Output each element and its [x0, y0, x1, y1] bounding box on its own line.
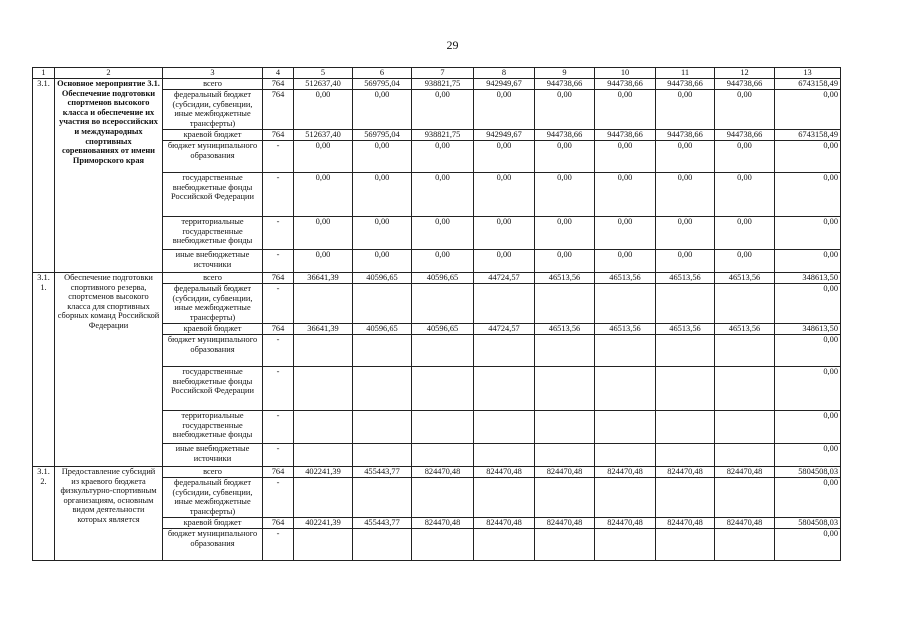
year-value: 944738,66: [595, 79, 656, 90]
year-value: 0,00: [412, 173, 474, 217]
year-value: 0,00: [656, 141, 715, 173]
header-cell: 7: [412, 68, 474, 79]
year-value: 569795,04: [353, 79, 412, 90]
year-value: [595, 478, 656, 518]
year-value: 569795,04: [353, 130, 412, 141]
year-value: 944738,66: [656, 79, 715, 90]
year-value: 824470,48: [412, 518, 474, 529]
year-value: [294, 478, 353, 518]
funding-source: бюджет муниципального образования: [163, 141, 263, 173]
grbs-code: -: [263, 250, 294, 273]
year-value: 0,00: [656, 217, 715, 250]
grbs-code: 764: [263, 273, 294, 284]
year-value: [474, 367, 535, 411]
funding-source: всего: [163, 467, 263, 478]
page-number: 29: [446, 38, 459, 52]
year-value: 944738,66: [595, 130, 656, 141]
year-value: [353, 411, 412, 444]
year-value: [353, 529, 412, 561]
year-value: 944738,66: [535, 130, 595, 141]
grbs-code: -: [263, 217, 294, 250]
grbs-code: 764: [263, 518, 294, 529]
header-cell: 13: [775, 68, 841, 79]
budget-table: [32, 67, 841, 561]
funding-source: бюджет муниципального образования: [163, 529, 263, 561]
year-value: [715, 367, 775, 411]
year-value: 942949,67: [474, 130, 535, 141]
header-cell: 8: [474, 68, 535, 79]
year-value: [474, 444, 535, 467]
total-value: 0,00: [775, 411, 841, 444]
year-value: [353, 367, 412, 411]
grbs-code: -: [263, 173, 294, 217]
funding-source: краевой бюджет: [163, 518, 263, 529]
funding-source: иные внебюджетные источники: [163, 250, 263, 273]
total-value: 0,00: [775, 90, 841, 130]
year-value: 0,00: [294, 173, 353, 217]
year-value: 0,00: [353, 217, 412, 250]
year-value: 46513,56: [715, 324, 775, 335]
header-cell: 2: [55, 68, 163, 79]
grbs-code: 764: [263, 324, 294, 335]
year-value: [595, 444, 656, 467]
funding-source: федеральный бюджет (субсидии, субвенции, иные межбюджетные трансферты): [163, 284, 263, 324]
year-value: [294, 367, 353, 411]
header-cell: 12: [715, 68, 775, 79]
year-value: 36641,39: [294, 324, 353, 335]
year-value: [656, 478, 715, 518]
year-value: 0,00: [294, 141, 353, 173]
year-value: [715, 284, 775, 324]
year-value: 0,00: [294, 250, 353, 273]
year-value: 0,00: [595, 250, 656, 273]
year-value: [294, 411, 353, 444]
item-name: Предоставление субсидий из краевого бюджета физкультурно-спортивным организациям, основным видом деятельности которых является: [55, 467, 163, 561]
funding-source: федеральный бюджет (субсидии, субвенции, иные межбюджетные трансферты): [163, 90, 263, 130]
year-value: 46513,56: [656, 324, 715, 335]
total-value: 0,00: [775, 250, 841, 273]
year-value: 824470,48: [535, 518, 595, 529]
year-value: 824470,48: [412, 467, 474, 478]
year-value: 0,00: [474, 173, 535, 217]
year-value: [535, 367, 595, 411]
total-value: 348613,50: [775, 273, 841, 284]
year-value: 40596,65: [412, 324, 474, 335]
year-value: 46513,56: [595, 273, 656, 284]
year-value: 938821,75: [412, 79, 474, 90]
total-value: 0,00: [775, 367, 841, 411]
total-value: 6743158,49: [775, 130, 841, 141]
year-value: 824470,48: [474, 467, 535, 478]
total-value: 5804508,03: [775, 467, 841, 478]
year-value: 0,00: [353, 90, 412, 130]
funding-source: бюджет муниципального образования: [163, 335, 263, 367]
year-value: [656, 335, 715, 367]
year-value: [715, 411, 775, 444]
year-value: [535, 335, 595, 367]
year-value: [474, 478, 535, 518]
year-value: 824470,48: [656, 467, 715, 478]
year-value: [294, 444, 353, 467]
year-value: [412, 367, 474, 411]
year-value: 0,00: [353, 173, 412, 217]
year-value: 824470,48: [535, 467, 595, 478]
year-value: 942949,67: [474, 79, 535, 90]
year-value: [353, 335, 412, 367]
year-value: 0,00: [715, 141, 775, 173]
year-value: 44724,57: [474, 324, 535, 335]
year-value: 0,00: [656, 250, 715, 273]
grbs-code: -: [263, 411, 294, 444]
year-value: [715, 529, 775, 561]
year-value: 0,00: [474, 217, 535, 250]
grbs-code: 764: [263, 90, 294, 130]
year-value: [595, 284, 656, 324]
year-value: [656, 367, 715, 411]
year-value: [656, 529, 715, 561]
year-value: 0,00: [294, 217, 353, 250]
year-value: 455443,77: [353, 467, 412, 478]
year-value: 0,00: [535, 141, 595, 173]
grbs-code: -: [263, 284, 294, 324]
year-value: 40596,65: [353, 324, 412, 335]
year-value: [412, 335, 474, 367]
item-name: Основное мероприятие 3.1. Обеспечение подготовки спортменов высокого класса и обеспечение их участия во всероссийских и международных спортивных соревнованиях от имени Приморского края: [55, 79, 163, 273]
year-value: [353, 444, 412, 467]
year-value: [412, 284, 474, 324]
year-value: [294, 284, 353, 324]
header-cell: 11: [656, 68, 715, 79]
year-value: 0,00: [412, 141, 474, 173]
item-number: 3.1.: [33, 79, 55, 273]
year-value: 0,00: [595, 173, 656, 217]
item-number: 3.1. 1.: [33, 273, 55, 467]
year-value: 944738,66: [715, 130, 775, 141]
total-value: 0,00: [775, 335, 841, 367]
year-value: 46513,56: [715, 273, 775, 284]
year-value: [656, 444, 715, 467]
year-value: 0,00: [353, 250, 412, 273]
grbs-code: 764: [263, 79, 294, 90]
year-value: [353, 478, 412, 518]
total-value: 5804508,03: [775, 518, 841, 529]
total-value: 6743158,49: [775, 79, 841, 90]
funding-source: территориальные государственные внебюджетные фонды: [163, 217, 263, 250]
year-value: 0,00: [535, 173, 595, 217]
grbs-code: -: [263, 529, 294, 561]
year-value: 824470,48: [595, 518, 656, 529]
year-value: [474, 284, 535, 324]
year-value: [715, 478, 775, 518]
year-value: [353, 284, 412, 324]
funding-source: федеральный бюджет (субсидии, субвенции, иные межбюджетные трансферты): [163, 478, 263, 518]
total-value: 0,00: [775, 529, 841, 561]
year-value: [715, 335, 775, 367]
header-row: [33, 68, 841, 79]
total-value: 0,00: [775, 284, 841, 324]
grbs-code: -: [263, 367, 294, 411]
year-value: 824470,48: [715, 518, 775, 529]
year-value: [656, 284, 715, 324]
year-value: [474, 529, 535, 561]
year-value: [474, 411, 535, 444]
year-value: 0,00: [535, 217, 595, 250]
funding-source: государственные внебюджетные фонды Российской Федерации: [163, 173, 263, 217]
year-value: 944738,66: [656, 130, 715, 141]
table-row: [33, 273, 841, 284]
year-value: 512637,40: [294, 79, 353, 90]
year-value: [535, 529, 595, 561]
year-value: [412, 444, 474, 467]
year-value: [474, 335, 535, 367]
year-value: 824470,48: [715, 467, 775, 478]
item-number: 3.1. 2.: [33, 467, 55, 561]
year-value: 512637,40: [294, 130, 353, 141]
funding-source: всего: [163, 79, 263, 90]
year-value: 0,00: [412, 90, 474, 130]
year-value: [535, 411, 595, 444]
funding-source: всего: [163, 273, 263, 284]
funding-source: государственные внебюджетные фонды Российской Федерации: [163, 367, 263, 411]
year-value: 0,00: [715, 250, 775, 273]
year-value: [294, 335, 353, 367]
year-value: [656, 411, 715, 444]
item-name: Обеспечение подготовки спортивного резерва, спортсменов высокого класса для спортивных сборных команд Российской Федерации: [55, 273, 163, 467]
header-cell: 1: [33, 68, 55, 79]
year-value: [595, 411, 656, 444]
grbs-code: -: [263, 141, 294, 173]
year-value: 46513,56: [535, 273, 595, 284]
year-value: 0,00: [474, 90, 535, 130]
year-value: [535, 478, 595, 518]
total-value: 0,00: [775, 217, 841, 250]
year-value: 36641,39: [294, 273, 353, 284]
year-value: 0,00: [595, 141, 656, 173]
year-value: 0,00: [656, 90, 715, 130]
year-value: 0,00: [715, 217, 775, 250]
year-value: 0,00: [595, 217, 656, 250]
year-value: 40596,65: [353, 273, 412, 284]
total-value: 0,00: [775, 478, 841, 518]
year-value: 0,00: [715, 173, 775, 217]
year-value: [595, 367, 656, 411]
header-cell: 4: [263, 68, 294, 79]
table-row: [33, 467, 841, 478]
year-value: 40596,65: [412, 273, 474, 284]
year-value: 402241,39: [294, 467, 353, 478]
year-value: 0,00: [412, 217, 474, 250]
year-value: 824470,48: [656, 518, 715, 529]
year-value: 944738,66: [715, 79, 775, 90]
funding-source: территориальные государственные внебюджетные фонды: [163, 411, 263, 444]
year-value: 938821,75: [412, 130, 474, 141]
year-value: [595, 335, 656, 367]
year-value: 402241,39: [294, 518, 353, 529]
year-value: 46513,56: [656, 273, 715, 284]
header-cell: 6: [353, 68, 412, 79]
year-value: 944738,66: [535, 79, 595, 90]
year-value: 0,00: [535, 250, 595, 273]
total-value: 348613,50: [775, 324, 841, 335]
grbs-code: -: [263, 335, 294, 367]
year-value: [595, 529, 656, 561]
year-value: 46513,56: [595, 324, 656, 335]
year-value: 0,00: [294, 90, 353, 130]
grbs-code: -: [263, 444, 294, 467]
header-cell: 9: [535, 68, 595, 79]
year-value: 44724,57: [474, 273, 535, 284]
year-value: [715, 444, 775, 467]
year-value: 46513,56: [535, 324, 595, 335]
grbs-code: 764: [263, 130, 294, 141]
year-value: 0,00: [595, 90, 656, 130]
year-value: [412, 529, 474, 561]
table-row: [33, 79, 841, 90]
funding-source: иные внебюджетные источники: [163, 444, 263, 467]
funding-source: краевой бюджет: [163, 324, 263, 335]
year-value: [294, 529, 353, 561]
year-value: [412, 411, 474, 444]
funding-source: краевой бюджет: [163, 130, 263, 141]
year-value: 0,00: [715, 90, 775, 130]
year-value: [412, 478, 474, 518]
grbs-code: 764: [263, 467, 294, 478]
total-value: 0,00: [775, 444, 841, 467]
total-value: 0,00: [775, 141, 841, 173]
header-cell: 10: [595, 68, 656, 79]
grbs-code: -: [263, 478, 294, 518]
year-value: 0,00: [474, 250, 535, 273]
total-value: 0,00: [775, 173, 841, 217]
year-value: 0,00: [474, 141, 535, 173]
year-value: 0,00: [656, 173, 715, 217]
year-value: 0,00: [535, 90, 595, 130]
year-value: 824470,48: [595, 467, 656, 478]
year-value: 824470,48: [474, 518, 535, 529]
year-value: [535, 284, 595, 324]
year-value: [535, 444, 595, 467]
year-value: 0,00: [353, 141, 412, 173]
year-value: 455443,77: [353, 518, 412, 529]
header-cell: 5: [294, 68, 353, 79]
header-cell: 3: [163, 68, 263, 79]
year-value: 0,00: [412, 250, 474, 273]
